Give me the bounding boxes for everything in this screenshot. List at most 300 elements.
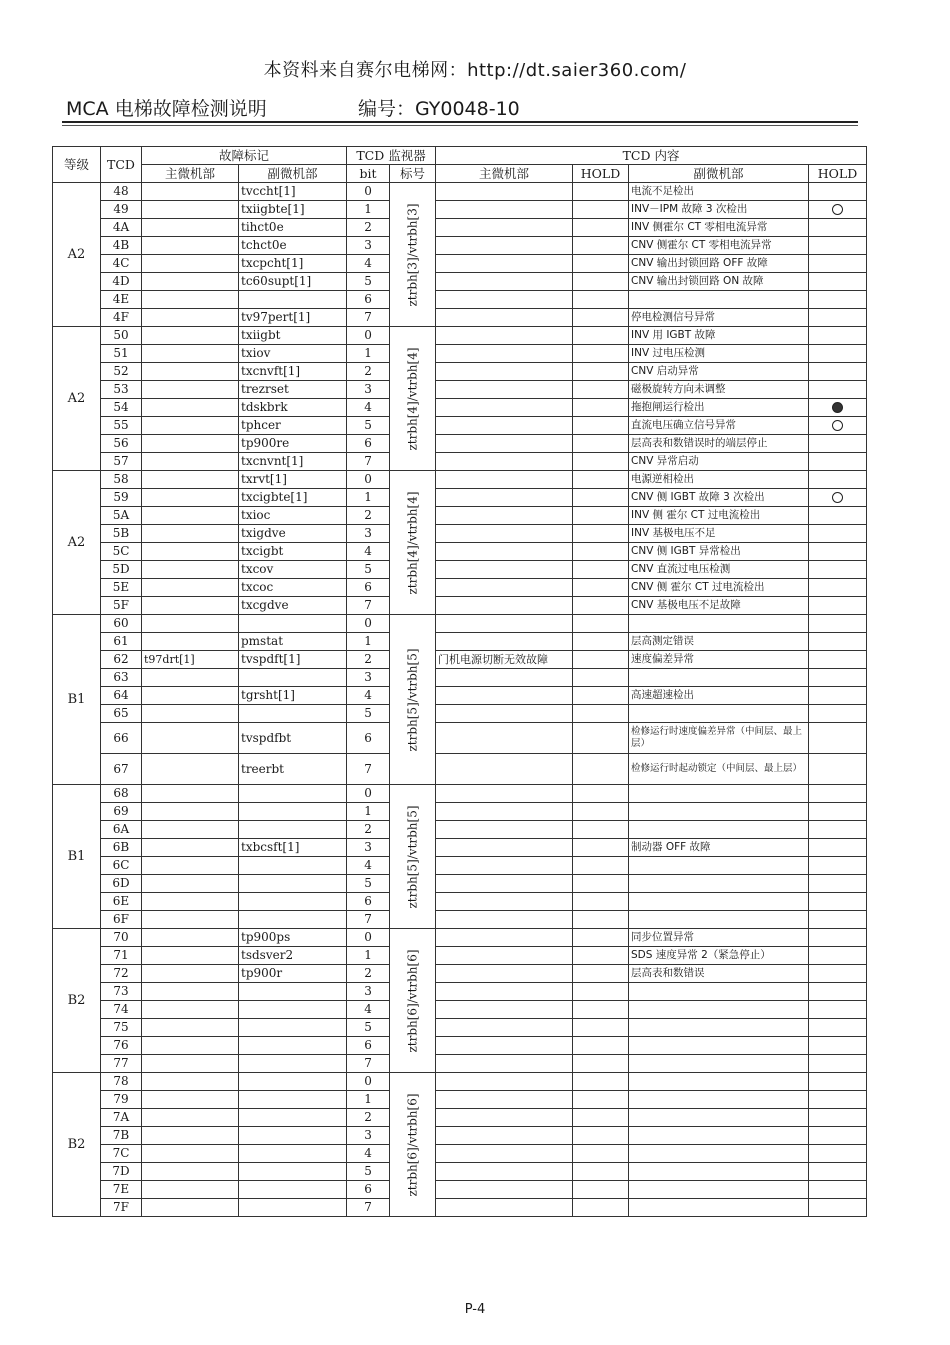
table-row [53, 543, 867, 561]
tcd-code: 77 [101, 1055, 142, 1073]
table-row [53, 687, 867, 705]
bit-number: 5 [347, 561, 390, 579]
bit-number: 1 [347, 345, 390, 363]
tcd-code: 69 [101, 803, 142, 821]
tcd-code: 55 [101, 417, 142, 435]
hold-main [573, 983, 629, 1001]
bit-number: 2 [347, 219, 390, 237]
hold-sub [809, 525, 867, 543]
content-main [436, 255, 573, 273]
hold-main [573, 543, 629, 561]
level-cell: B2 [53, 929, 101, 1073]
main-cpu-mark [142, 929, 239, 947]
main-cpu-mark [142, 201, 239, 219]
hold-sub [809, 705, 867, 723]
hold-sub [809, 435, 867, 453]
main-cpu-mark [142, 893, 239, 911]
hold-main [573, 1127, 629, 1145]
hold-main [573, 345, 629, 363]
bit-number: 5 [347, 1163, 390, 1181]
main-cpu-mark [142, 435, 239, 453]
sub-cpu-mark: tphcer [239, 417, 347, 435]
hold-sub [809, 1109, 867, 1127]
tcd-code: 6F [101, 911, 142, 929]
content-sub-description: CNV 基极电压不足故障 [629, 597, 809, 615]
tcd-code: 71 [101, 947, 142, 965]
bit-number: 4 [347, 1001, 390, 1019]
tcd-code: 49 [101, 201, 142, 219]
bit-number: 4 [347, 255, 390, 273]
monitor-label-cell [390, 471, 436, 615]
header-label: 标号 [390, 165, 436, 183]
tcd-code: 7A [101, 1109, 142, 1127]
header-level: 等级 [53, 147, 101, 183]
content-sub-description: INV 基极电压不足 [629, 525, 809, 543]
hold-main [573, 561, 629, 579]
main-cpu-mark [142, 237, 239, 255]
tcd-code: 6C [101, 857, 142, 875]
content-main [436, 561, 573, 579]
hold-sub [809, 1181, 867, 1199]
bit-number: 4 [347, 857, 390, 875]
sub-cpu-mark: pmstat [239, 633, 347, 651]
table-row [53, 471, 867, 489]
bit-number: 0 [347, 327, 390, 345]
table-row [53, 1001, 867, 1019]
content-sub-description [629, 803, 809, 821]
monitor-label-cell [390, 785, 436, 929]
sub-cpu-mark: tvspdfbt [239, 723, 347, 754]
tcd-code: 7C [101, 1145, 142, 1163]
bit-number: 6 [347, 435, 390, 453]
main-cpu-mark [142, 291, 239, 309]
hold-main [573, 651, 629, 669]
hold-sub [809, 1055, 867, 1073]
sub-cpu-mark: txiigbte[1] [239, 201, 347, 219]
main-cpu-mark [142, 309, 239, 327]
tcd-code: 4D [101, 273, 142, 291]
sub-cpu-mark [239, 785, 347, 803]
table-row [53, 561, 867, 579]
bit-number: 7 [347, 754, 390, 785]
hold-main [573, 669, 629, 687]
main-cpu-mark [142, 687, 239, 705]
main-cpu-mark [142, 1019, 239, 1037]
table-row [53, 183, 867, 201]
sub-cpu-mark: txcigbt [239, 543, 347, 561]
hold-sub [809, 579, 867, 597]
header-content-sub: 副微机部 [629, 165, 809, 183]
hold-main [573, 597, 629, 615]
hold-sub [809, 1019, 867, 1037]
content-sub-description [629, 615, 809, 633]
bit-number: 2 [347, 821, 390, 839]
hold-main [573, 754, 629, 785]
bit-number: 2 [347, 1109, 390, 1127]
bit-number: 6 [347, 1037, 390, 1055]
table-row [53, 723, 867, 754]
content-sub-description: 同步位置异常 [629, 929, 809, 947]
main-cpu-mark [142, 965, 239, 983]
content-sub-description [629, 875, 809, 893]
hold-sub [809, 1127, 867, 1145]
monitor-label-cell [390, 615, 436, 785]
main-cpu-mark [142, 615, 239, 633]
content-sub-description: INV 过电压检测 [629, 345, 809, 363]
tcd-code: 75 [101, 1019, 142, 1037]
content-main [436, 1091, 573, 1109]
content-main [436, 1037, 573, 1055]
content-sub-description: 电流不足检出 [629, 183, 809, 201]
table-row [53, 381, 867, 399]
content-sub-description [629, 291, 809, 309]
sub-cpu-mark: txcoc [239, 579, 347, 597]
sub-cpu-mark: tsdsver2 [239, 947, 347, 965]
content-main [436, 633, 573, 651]
hold-filled-circle-icon [832, 402, 843, 413]
content-sub-description: CNV 启动异常 [629, 363, 809, 381]
content-main [436, 489, 573, 507]
hold-sub [809, 399, 867, 417]
hold-sub [809, 839, 867, 857]
document-title: MCA 电梯故障检测说明 [66, 98, 267, 120]
table-row [53, 417, 867, 435]
table-row [53, 821, 867, 839]
content-main [436, 929, 573, 947]
main-cpu-mark [142, 489, 239, 507]
monitor-label: ztrbh[6]/vtrbh[6] [405, 1092, 420, 1197]
content-sub-description: CNV 侧 IGBT 异常检出 [629, 543, 809, 561]
main-cpu-mark [142, 579, 239, 597]
tcd-code: 68 [101, 785, 142, 803]
table-row [53, 1055, 867, 1073]
hold-sub [809, 237, 867, 255]
hold-main [573, 785, 629, 803]
monitor-label: ztrbh[4]/vtrbh[4] [405, 490, 420, 595]
hold-circle-icon [832, 204, 843, 215]
table-row [53, 669, 867, 687]
bit-number: 1 [347, 947, 390, 965]
hold-sub [809, 911, 867, 929]
content-main [436, 1181, 573, 1199]
bit-number: 4 [347, 1145, 390, 1163]
tcd-fault-table [52, 146, 867, 1217]
main-cpu-mark [142, 345, 239, 363]
table-row [53, 615, 867, 633]
content-sub-description: CNV 侧 霍尔 CT 过电流检出 [629, 579, 809, 597]
bit-number: 5 [347, 273, 390, 291]
bit-number: 6 [347, 579, 390, 597]
main-cpu-mark [142, 705, 239, 723]
bit-number: 7 [347, 453, 390, 471]
hold-main [573, 363, 629, 381]
table-row [53, 453, 867, 471]
content-sub-description [629, 1181, 809, 1199]
hold-main [573, 525, 629, 543]
hold-main [573, 947, 629, 965]
bit-number: 3 [347, 381, 390, 399]
sub-cpu-mark: txrvt[1] [239, 471, 347, 489]
tcd-code: 6B [101, 839, 142, 857]
table-row [53, 705, 867, 723]
tcd-code: 6E [101, 893, 142, 911]
hold-main [573, 723, 629, 754]
header-content-main: 主微机部 [436, 165, 573, 183]
hold-sub [809, 381, 867, 399]
main-cpu-mark [142, 381, 239, 399]
content-main [436, 1127, 573, 1145]
hold-sub [809, 255, 867, 273]
content-main [436, 723, 573, 754]
main-cpu-mark: t97drt[1] [142, 651, 239, 669]
sub-cpu-mark [239, 875, 347, 893]
bit-number: 0 [347, 183, 390, 201]
main-cpu-mark [142, 525, 239, 543]
bit-number: 0 [347, 785, 390, 803]
level-cell: B1 [53, 785, 101, 929]
hold-main [573, 327, 629, 345]
hold-main [573, 471, 629, 489]
tcd-code: 59 [101, 489, 142, 507]
content-sub-description: 电源逆相检出 [629, 471, 809, 489]
content-main [436, 1019, 573, 1037]
main-cpu-mark [142, 947, 239, 965]
hold-sub [809, 803, 867, 821]
table-row [53, 273, 867, 291]
content-main [436, 525, 573, 543]
content-main [436, 1145, 573, 1163]
content-sub-description: 层高表和数错误 [629, 965, 809, 983]
hold-main [573, 219, 629, 237]
table-row [53, 754, 867, 785]
main-cpu-mark [142, 803, 239, 821]
content-main [436, 857, 573, 875]
content-main [436, 1163, 573, 1181]
hold-main [573, 893, 629, 911]
main-cpu-mark [142, 453, 239, 471]
main-cpu-mark [142, 327, 239, 345]
content-main [436, 875, 573, 893]
sub-cpu-mark [239, 1019, 347, 1037]
main-cpu-mark [142, 857, 239, 875]
content-main [436, 1073, 573, 1091]
header-fault-mark: 故障标记 [142, 147, 347, 165]
bit-number: 3 [347, 1127, 390, 1145]
bit-number: 3 [347, 983, 390, 1001]
main-cpu-mark [142, 669, 239, 687]
content-main [436, 754, 573, 785]
content-sub-description: 检修运行时起动锁定（中间层、最上层） [629, 754, 809, 785]
tcd-code: 6A [101, 821, 142, 839]
hold-main [573, 255, 629, 273]
hold-sub [809, 821, 867, 839]
table-row [53, 1037, 867, 1055]
content-sub-description [629, 1091, 809, 1109]
tcd-code: 4B [101, 237, 142, 255]
header-hold-main: HOLD [573, 165, 629, 183]
sub-cpu-mark: tdskbrk [239, 399, 347, 417]
tcd-code: 74 [101, 1001, 142, 1019]
hold-main [573, 273, 629, 291]
hold-sub [809, 754, 867, 785]
table-row [53, 947, 867, 965]
content-main [436, 345, 573, 363]
tcd-code: 58 [101, 471, 142, 489]
hold-sub [809, 507, 867, 525]
hold-sub [809, 1163, 867, 1181]
content-sub-description: 磁极旋转方向未调整 [629, 381, 809, 399]
table-row [53, 1091, 867, 1109]
hold-main [573, 291, 629, 309]
bit-number: 2 [347, 651, 390, 669]
hold-sub [809, 273, 867, 291]
bit-number: 6 [347, 893, 390, 911]
hold-sub [809, 561, 867, 579]
hold-main [573, 705, 629, 723]
table-row [53, 1181, 867, 1199]
content-main [436, 965, 573, 983]
bit-number: 5 [347, 875, 390, 893]
content-main [436, 579, 573, 597]
bit-number: 7 [347, 597, 390, 615]
monitor-label-cell [390, 327, 436, 471]
tcd-code: 70 [101, 929, 142, 947]
content-sub-description: CNV 输出封锁回路 OFF 故障 [629, 255, 809, 273]
hold-sub [809, 291, 867, 309]
tcd-code: 5B [101, 525, 142, 543]
content-sub-description: INV 侧霍尔 CT 零相电流异常 [629, 219, 809, 237]
tcd-code: 51 [101, 345, 142, 363]
level-cell: B2 [53, 1073, 101, 1217]
monitor-label: ztrbh[5]/vtrbh[5] [405, 804, 420, 909]
page-number: P-4 [464, 1302, 486, 1317]
bit-number: 3 [347, 237, 390, 255]
hold-sub [809, 1037, 867, 1055]
content-sub-description: INV 用 IGBT 故障 [629, 327, 809, 345]
tcd-code: 64 [101, 687, 142, 705]
table-row [53, 911, 867, 929]
content-sub-description [629, 911, 809, 929]
main-cpu-mark [142, 1127, 239, 1145]
content-sub-description [629, 669, 809, 687]
tcd-code: 78 [101, 1073, 142, 1091]
tcd-code: 7B [101, 1127, 142, 1145]
sub-cpu-mark [239, 803, 347, 821]
content-sub-description [629, 983, 809, 1001]
main-cpu-mark [142, 507, 239, 525]
tcd-code: 72 [101, 965, 142, 983]
tcd-code: 79 [101, 1091, 142, 1109]
sub-cpu-mark: tv97pert[1] [239, 309, 347, 327]
hold-sub [809, 363, 867, 381]
content-sub-description: 直流电压确立信号异常 [629, 417, 809, 435]
level-cell: A2 [53, 327, 101, 471]
content-main [436, 435, 573, 453]
hold-main [573, 489, 629, 507]
tcd-code: 7F [101, 1199, 142, 1217]
hold-main [573, 309, 629, 327]
hold-sub [809, 309, 867, 327]
hold-sub [809, 893, 867, 911]
sub-cpu-mark: txiigbt [239, 327, 347, 345]
bit-number: 1 [347, 633, 390, 651]
content-sub-description [629, 1001, 809, 1019]
content-sub-description: INV 侧 霍尔 CT 过电流检出 [629, 507, 809, 525]
sub-cpu-mark [239, 1055, 347, 1073]
hold-sub [809, 453, 867, 471]
hold-main [573, 911, 629, 929]
hold-main [573, 803, 629, 821]
table-row [53, 309, 867, 327]
tcd-code: 53 [101, 381, 142, 399]
main-cpu-mark [142, 183, 239, 201]
content-main [436, 507, 573, 525]
level-cell: A2 [53, 183, 101, 327]
tcd-code: 76 [101, 1037, 142, 1055]
bit-number: 6 [347, 1181, 390, 1199]
sub-cpu-mark [239, 1127, 347, 1145]
content-main [436, 803, 573, 821]
sub-cpu-mark [239, 857, 347, 875]
hold-main [573, 237, 629, 255]
table-row [53, 201, 867, 219]
tcd-code: 4C [101, 255, 142, 273]
content-sub-description [629, 821, 809, 839]
sub-cpu-mark: txiov [239, 345, 347, 363]
content-main [436, 363, 573, 381]
sub-cpu-mark: txbcsft[1] [239, 839, 347, 857]
table-row [53, 1145, 867, 1163]
document-number: 编号：GY0048-10 [358, 98, 520, 120]
hold-sub [809, 669, 867, 687]
table-row [53, 327, 867, 345]
table-row [53, 1109, 867, 1127]
monitor-label: ztrbh[5]/vtrbh[5] [405, 647, 420, 752]
table-row [53, 1199, 867, 1217]
header-sub-cpu: 副微机部 [239, 165, 347, 183]
header-rule-thin [62, 125, 858, 126]
sub-cpu-mark: txioc [239, 507, 347, 525]
bit-number: 5 [347, 705, 390, 723]
content-main [436, 327, 573, 345]
table-row [53, 785, 867, 803]
table-row [53, 929, 867, 947]
hold-sub [809, 687, 867, 705]
monitor-label-cell [390, 1073, 436, 1217]
hold-sub [809, 543, 867, 561]
table-row [53, 633, 867, 651]
tcd-code: 6D [101, 875, 142, 893]
hold-main [573, 1037, 629, 1055]
content-sub-description [629, 1127, 809, 1145]
sub-cpu-mark [239, 893, 347, 911]
sub-cpu-mark [239, 1073, 347, 1091]
monitor-label: ztrbh[4]/vtrbh[4] [405, 346, 420, 451]
content-sub-description: 停电检测信号异常 [629, 309, 809, 327]
hold-main [573, 579, 629, 597]
bit-number: 4 [347, 543, 390, 561]
bit-number: 3 [347, 669, 390, 687]
hold-circle-icon [832, 420, 843, 431]
hold-sub [809, 615, 867, 633]
hold-sub [809, 471, 867, 489]
monitor-label-cell [390, 929, 436, 1073]
main-cpu-mark [142, 821, 239, 839]
bit-number: 0 [347, 929, 390, 947]
content-sub-description: CNV 侧霍尔 CT 零相电流异常 [629, 237, 809, 255]
main-cpu-mark [142, 839, 239, 857]
content-main [436, 273, 573, 291]
